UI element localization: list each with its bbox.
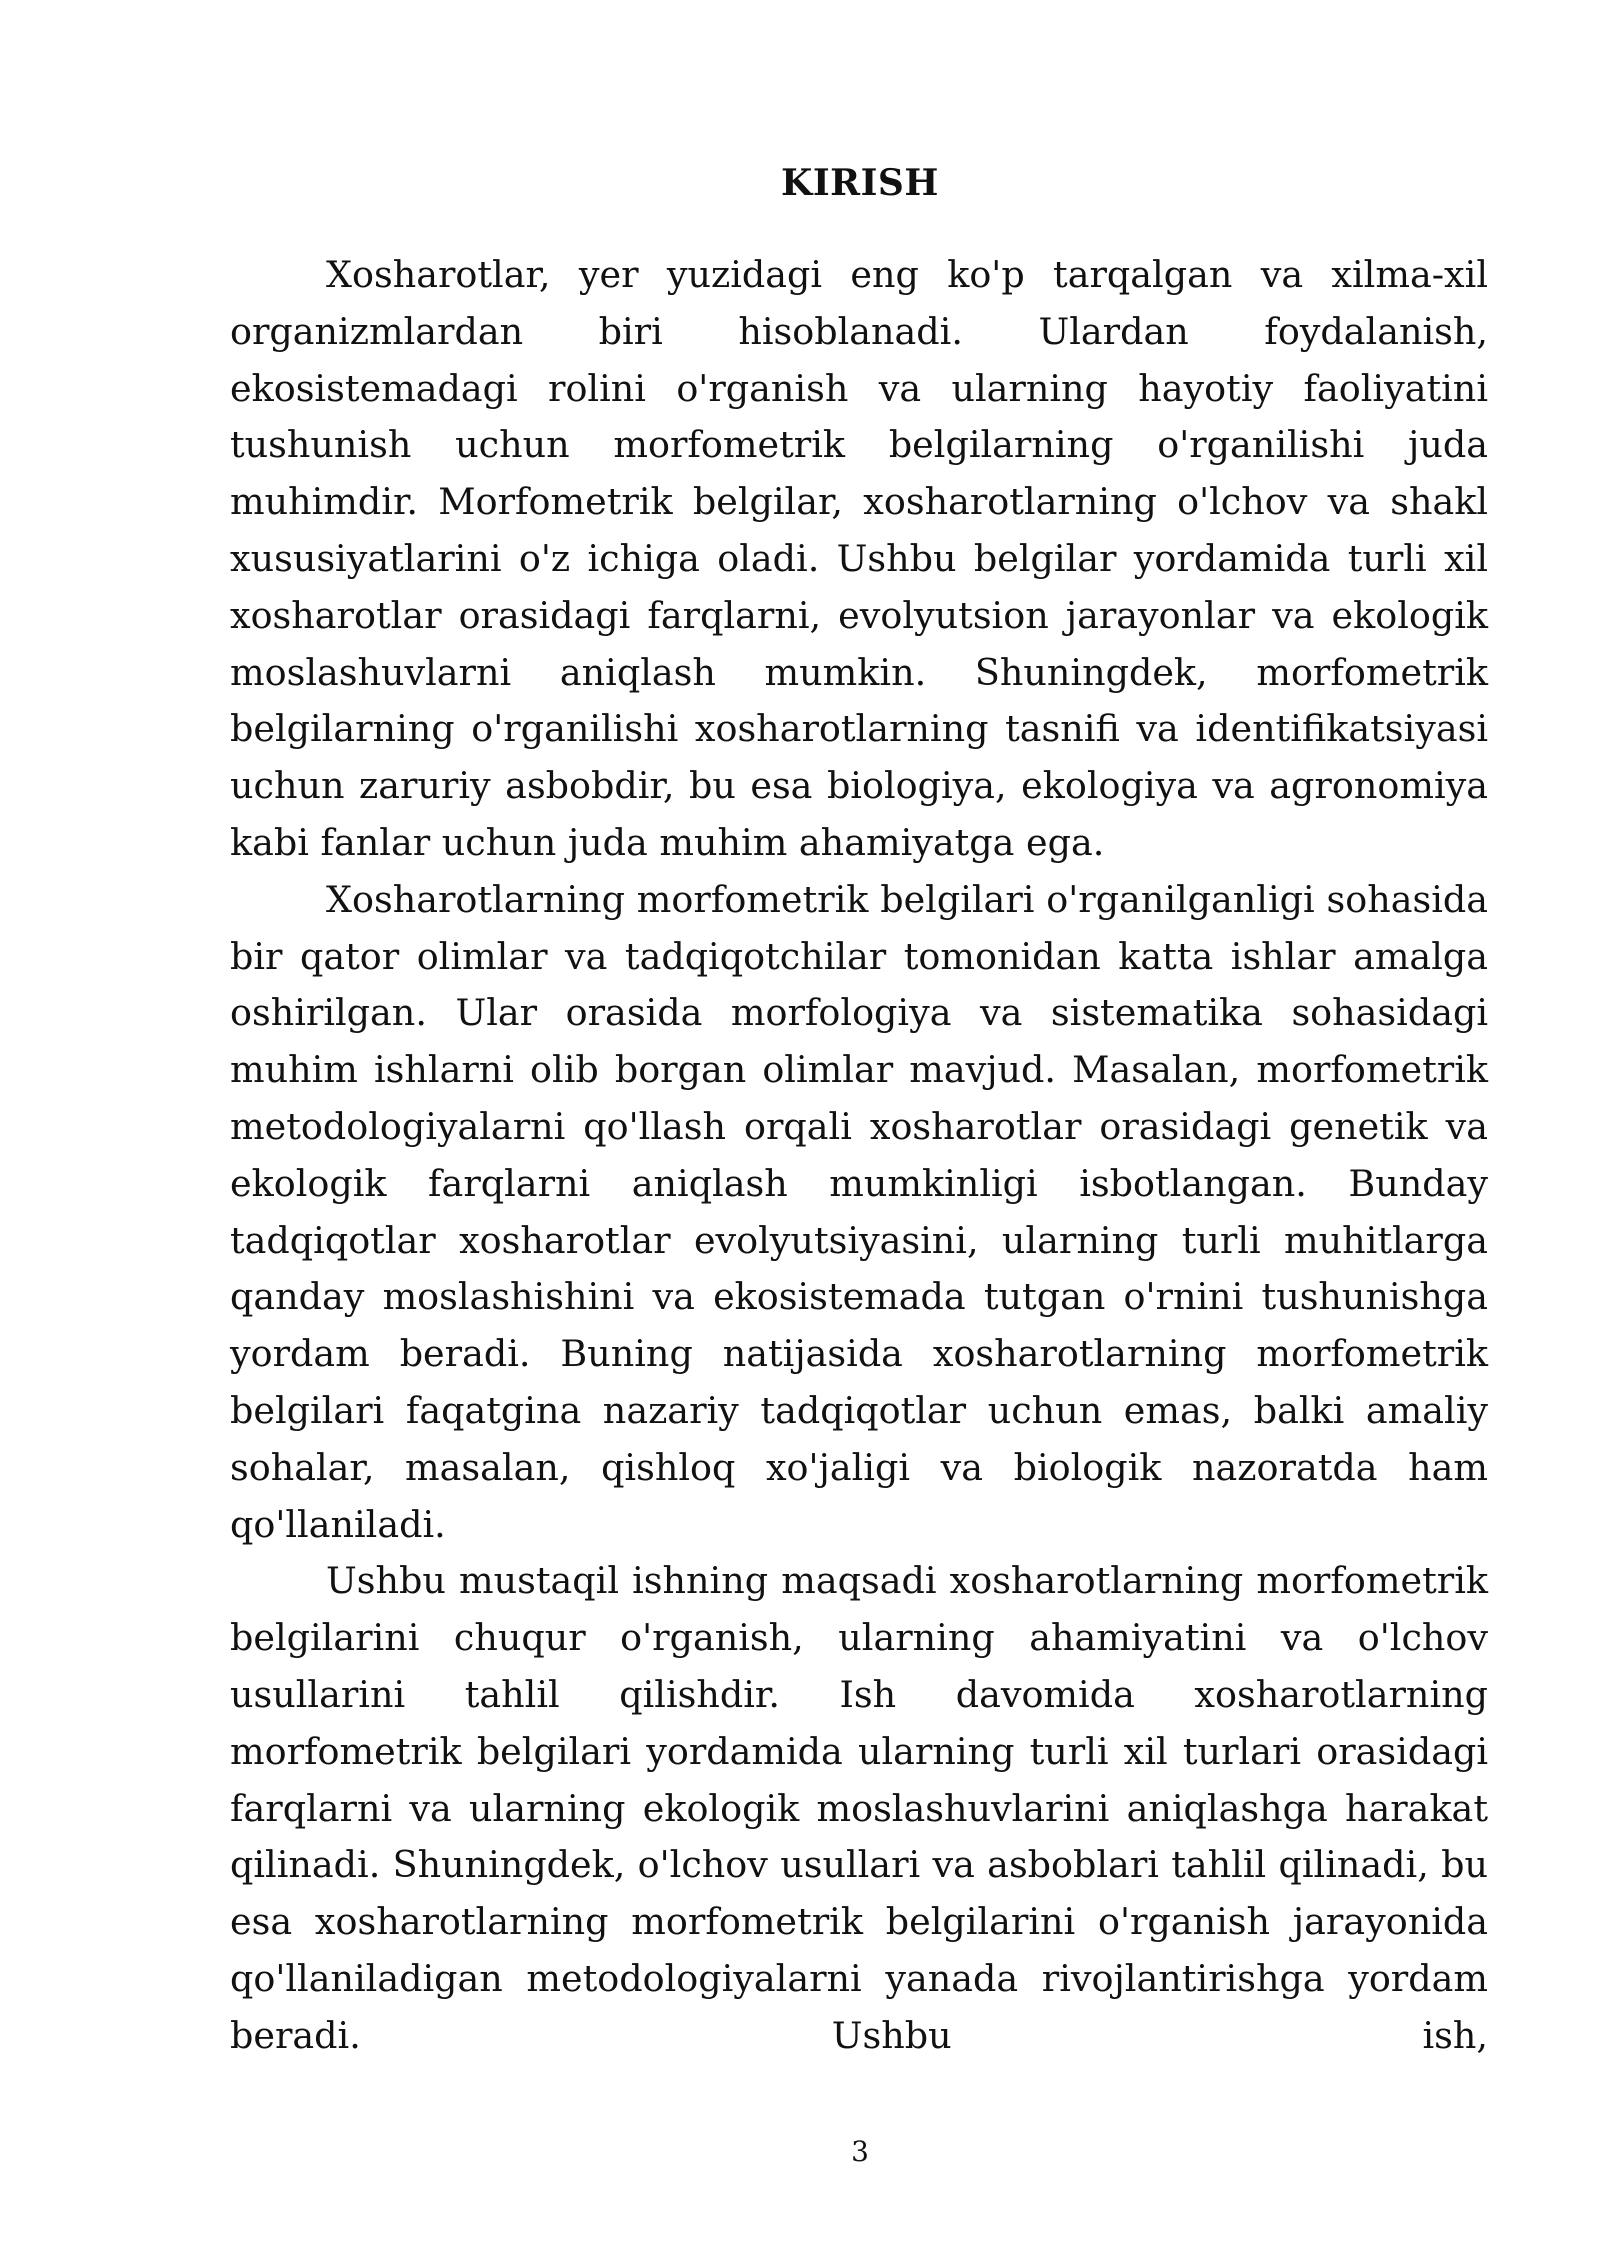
body-text bbox=[230, 247, 1488, 2065]
page-number: 3 bbox=[851, 2135, 869, 2168]
paragraph-2: Xosharotlarning morfometrik belgilari o'rganilganligi sohasida bir qator olimlar va tadqiqotchilar tomonidan katta ishlar amalga oshirilgan. Ular orasida morfologiya va sistematika sohasidagi muhim ishlarni olib borgan olimlar mavjud. Masalan, morfometrik metodologiyalarni qo'llash orqali xosharotlar orasidagi genetik va ekologik farqlarni aniqlash mumkinligi isbotlangan. Bunday tadqiqotlar xosharotlar evolyutsiyasini, ularning turli muhitlarga qanday moslashishini va ekosistemada tutgan o'rnini tushunishga yordam beradi. Buning natijasida xosharotlarning morfometrik belgilari faqatgina nazariy tadqiqotlar uchun emas, balki amaliy sohalar, masalan, qishloq xo'jaligi va biologik nazoratda ham qo'llaniladi. bbox=[230, 877, 1488, 1546]
section-heading: KIRISH bbox=[781, 162, 939, 204]
paragraph-3: Ushbu mustaqil ishning maqsadi xosharotlarning morfometrik belgilarini chuqur o'rganish, ularning ahamiyatini va o'lchov usullarini tahlil qilishdir. Ish davomida xosharotlarning morfometrik belgilari yordamida ularning turli xil turlari orasidagi farqlarni va ularning ekologik moslashuvlarini aniqlashga harakat qilinadi. Shuningdek, o'lchov usullari va asboblari tahlil qilinadi, bu esa xosharotlarning morfometrik belgilarini o'rganish jarayonida qo'llaniladigan metodologiyalarni yanada rivojlantirishga yordam beradi. Ushbu ish, bbox=[230, 1559, 1488, 2057]
paragraph-1: Xosharotlar, yer yuzidagi eng ko'p tarqalgan va xilma-xil organizmlardan biri hisoblanadi. Ulardan foydalanish, ekosistemadagi rolini o'rganish va ularning hayotiy faoliyatini tushunish uchun morfometrik belgilarning o'rganilishi juda muhimdir. Morfometrik belgilar, xosharotlarning o'lchov va shakl xususiyatlarini o'z ichiga oladi. Ushbu belgilar yordamida turli xil xosharotlar orasidagi farqlarni, evolyutsion jarayonlar va ekologik moslashuvlarni aniqlash mumkin. Shuningdek, morfometrik belgilarning o'rganilishi xosharotlarning tasnifi va identifikatsiyasi uchun zaruriy asbobdir, bu esa biologiya, ekologiya va agronomiya kabi fanlar uchun juda muhim ahamiyatga ega. bbox=[230, 253, 1488, 864]
